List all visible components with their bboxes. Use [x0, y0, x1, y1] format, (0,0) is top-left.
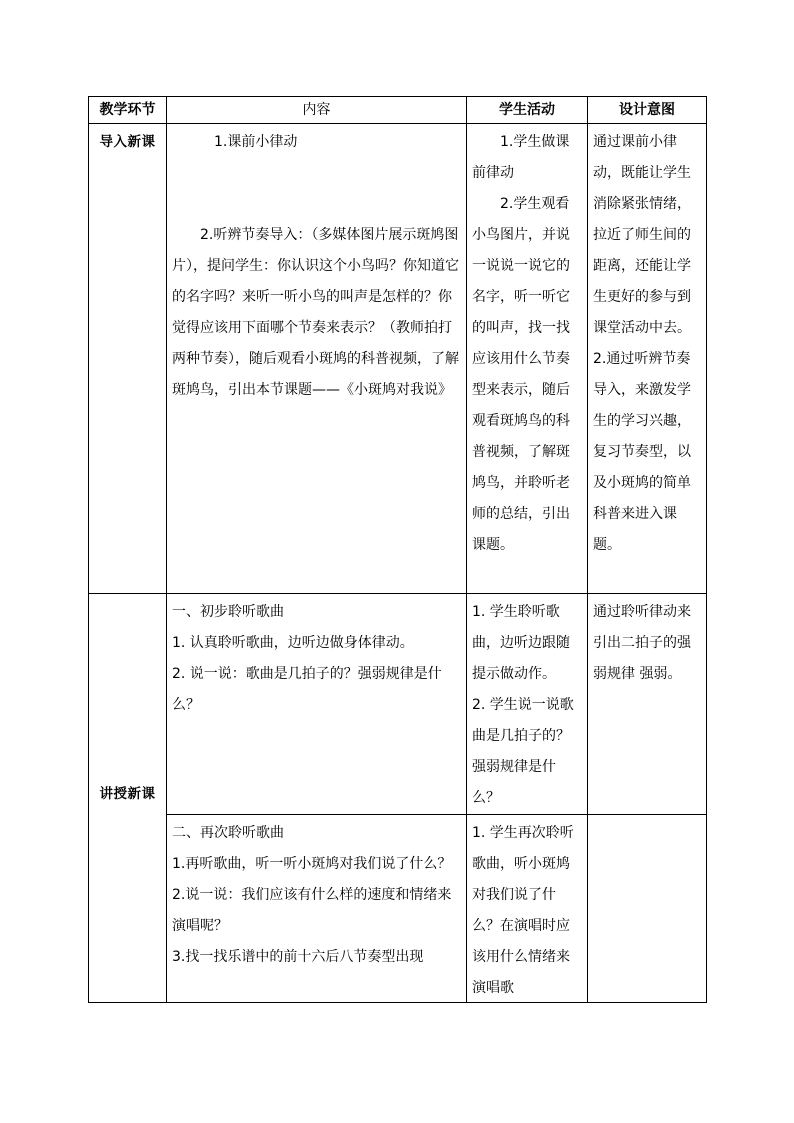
- activity-cell: [467, 124, 588, 594]
- content-line: 2. 说一说：歌曲是几拍子的？强弱规律是什么？: [172, 666, 442, 713]
- header-intent: 设计意图: [588, 97, 707, 124]
- activity-cell: [467, 594, 588, 815]
- activity-paragraph: 1. 学生再次聆听歌曲，听小斑鸠对我们说了什么？在演唱时应该用什么情绪来演唱歌: [472, 825, 574, 996]
- table-row: [89, 815, 707, 1003]
- activity-paragraph: 2. 学生说一说歌曲是几拍子的？强弱规律是什么？: [472, 697, 574, 806]
- activity-paragraph: 1.学生做课前律动: [472, 134, 570, 181]
- table-row: [89, 594, 707, 815]
- activity-paragraph: 1. 学生聆听歌曲，边听边跟随提示做动作。: [472, 604, 570, 682]
- intent-paragraph: 通过聆听律动来引出二拍子的强弱规律 强弱。: [593, 604, 691, 682]
- content-paragraph: 1.课前小律动: [214, 134, 298, 150]
- intent-cell: [588, 594, 707, 815]
- content-line: 1.再听歌曲，听一听小斑鸠对我们说了什么？: [172, 856, 452, 872]
- activity-cell: [467, 815, 588, 1003]
- content-heading: 一、初步聆听歌曲: [172, 604, 284, 620]
- intent-cell: [588, 815, 707, 1003]
- header-stage: 教学环节: [89, 97, 167, 124]
- intent-paragraph: 通过课前小律动，既能让学生消除紧张情绪，拉近了师生间的距离，还能让学生更好的参与到课堂活动中去。: [593, 134, 691, 336]
- header-row: [89, 97, 707, 124]
- header-activity: 学生活动: [467, 97, 588, 124]
- lesson-plan-sheet: [88, 96, 706, 1003]
- intent-cell: [588, 124, 707, 594]
- content-cell: [167, 815, 467, 1003]
- stage-cell: 导入新课: [89, 124, 167, 594]
- header-content: 内容: [167, 97, 467, 124]
- intent-paragraph: 2.通过听辨节奏导入，来激发学生的学习兴趣，复习节奏型，以及小斑鸠的简单科普来进入课题。: [593, 351, 691, 553]
- content-line: 3.找一找乐谱中的前十六后八节奏型出现: [172, 949, 424, 965]
- lesson-plan-table: [88, 96, 707, 1003]
- content-cell: [167, 124, 467, 594]
- content-paragraph: 2.听辨节奏导入：（多媒体图片展示斑鸠图片），提问学生：你认识这个小鸟吗？你知道它的名字吗？来听一听小鸟的叫声是怎样的？你觉得应该用下面哪个节奏来表示？（教师拍打两种节奏），随后观看小斑鸠的科普视频，了解斑鸠鸟，引出本节课题——《小斑鸠对我说》: [172, 227, 459, 398]
- content-heading: 二、再次聆听歌曲: [172, 825, 284, 841]
- content-line: 1. 认真聆听歌曲，边听边做身体律动。: [172, 635, 414, 651]
- content-spacer: [172, 158, 461, 220]
- stage-cell: 讲授新课: [89, 594, 167, 1003]
- content-line: 2.说一说：我们应该有什么样的速度和情绪来演唱呢？: [172, 887, 452, 934]
- table-row: [89, 124, 707, 594]
- content-cell: [167, 594, 467, 815]
- activity-paragraph: 2.学生观看小鸟图片，并说一说说一说它的名字，听一听它的叫声，找一找应该用什么节奏型来表示，随后观看斑鸠鸟的科普视频，了解斑鸠鸟，并聆听老师的总结，引出课题。: [472, 196, 570, 553]
